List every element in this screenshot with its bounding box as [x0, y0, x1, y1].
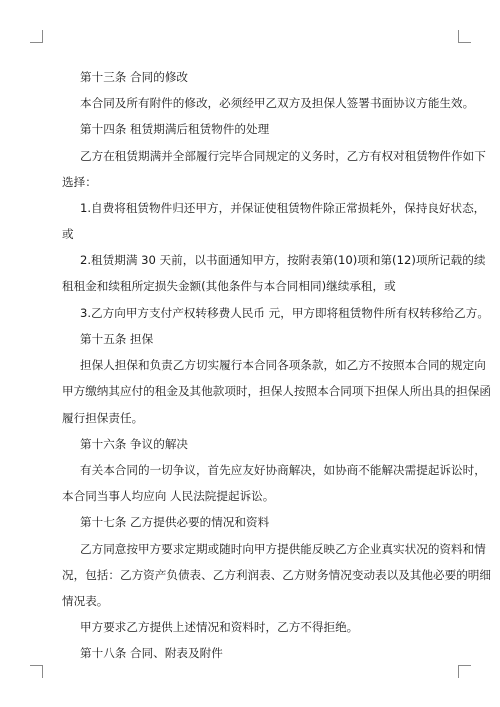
crop-mark-top-left — [30, 30, 43, 43]
crop-mark-top-right — [458, 30, 471, 43]
article-16-body-line: 有关本合同的一切争议，首先应友好协商解决，如协商不能解决需提起诉讼时， — [80, 463, 486, 477]
article-14-option-3: 3.乙方向甲方支付产权转移费人民币 元，甲方即将租赁物件所有权转移给乙方。 — [80, 306, 489, 320]
article-13-heading: 第十三条 合同的修改 — [80, 70, 189, 84]
article-16-heading: 第十六条 争议的解决 — [80, 437, 189, 451]
article-17-body-line: 况，包括：乙方资产负债表、乙方利润表、乙方财务情况变动表以及其他必要的明细 — [62, 568, 491, 582]
article-13-body: 本合同及所有附件的修改，必须经甲乙双方及担保人签署书面协议方能生效。 — [80, 96, 475, 110]
crop-mark-bottom-right — [458, 665, 471, 678]
article-14-option-2-cont: 租租金和续租所定损失金额(其他条件与本合同相同)继续承租，或 — [62, 279, 396, 293]
article-14-body-line: 选择： — [62, 175, 97, 189]
article-14-option-1-cont: 或 — [62, 227, 74, 241]
article-17-body-line: 情况表。 — [62, 594, 109, 608]
article-18-heading: 第十八条 合同、附表及附件 — [80, 646, 223, 660]
article-14-body-line: 乙方在租赁期满并全部履行完毕合同规定的义务时，乙方有权对租赁物件作如下 — [80, 149, 486, 163]
article-14-option-1: 1.自费将租赁物件归还甲方，并保证使租赁物件除正常损耗外，保持良好状态， — [80, 201, 486, 215]
article-17-heading: 第十七条 乙方提供必要的情况和资料 — [80, 515, 270, 529]
article-14-option-2: 2.租赁期满 30 天前，以书面通知甲方，按附表第(10)项和第(12)项所记载的续 — [80, 253, 486, 267]
article-17-body-line: 乙方同意按甲方要求定期或随时向甲方提供能反映乙方企业真实状况的资料和情 — [80, 542, 486, 556]
article-15-body-line: 履行担保责任。 — [62, 411, 144, 425]
article-15-body-line: 甲方缴纳其应付的租金及其他款项时，担保人按照本合同项下担保人所出具的担保函 — [62, 384, 491, 398]
article-14-heading: 第十四条 租赁期满后租赁物件的处理 — [80, 122, 270, 136]
article-16-body-line: 本合同当事人均应向 人民法院提起诉讼。 — [62, 489, 275, 503]
article-15-heading: 第十五条 担保 — [80, 332, 154, 346]
crop-mark-bottom-left — [30, 665, 43, 678]
article-15-body-line: 担保人担保和负责乙方切实履行本合同各项条款，如乙方不按照本合同的规定向 — [80, 358, 486, 372]
article-17-body-line: 甲方要求乙方提供上述情况和资料时，乙方不得拒绝。 — [80, 620, 359, 634]
